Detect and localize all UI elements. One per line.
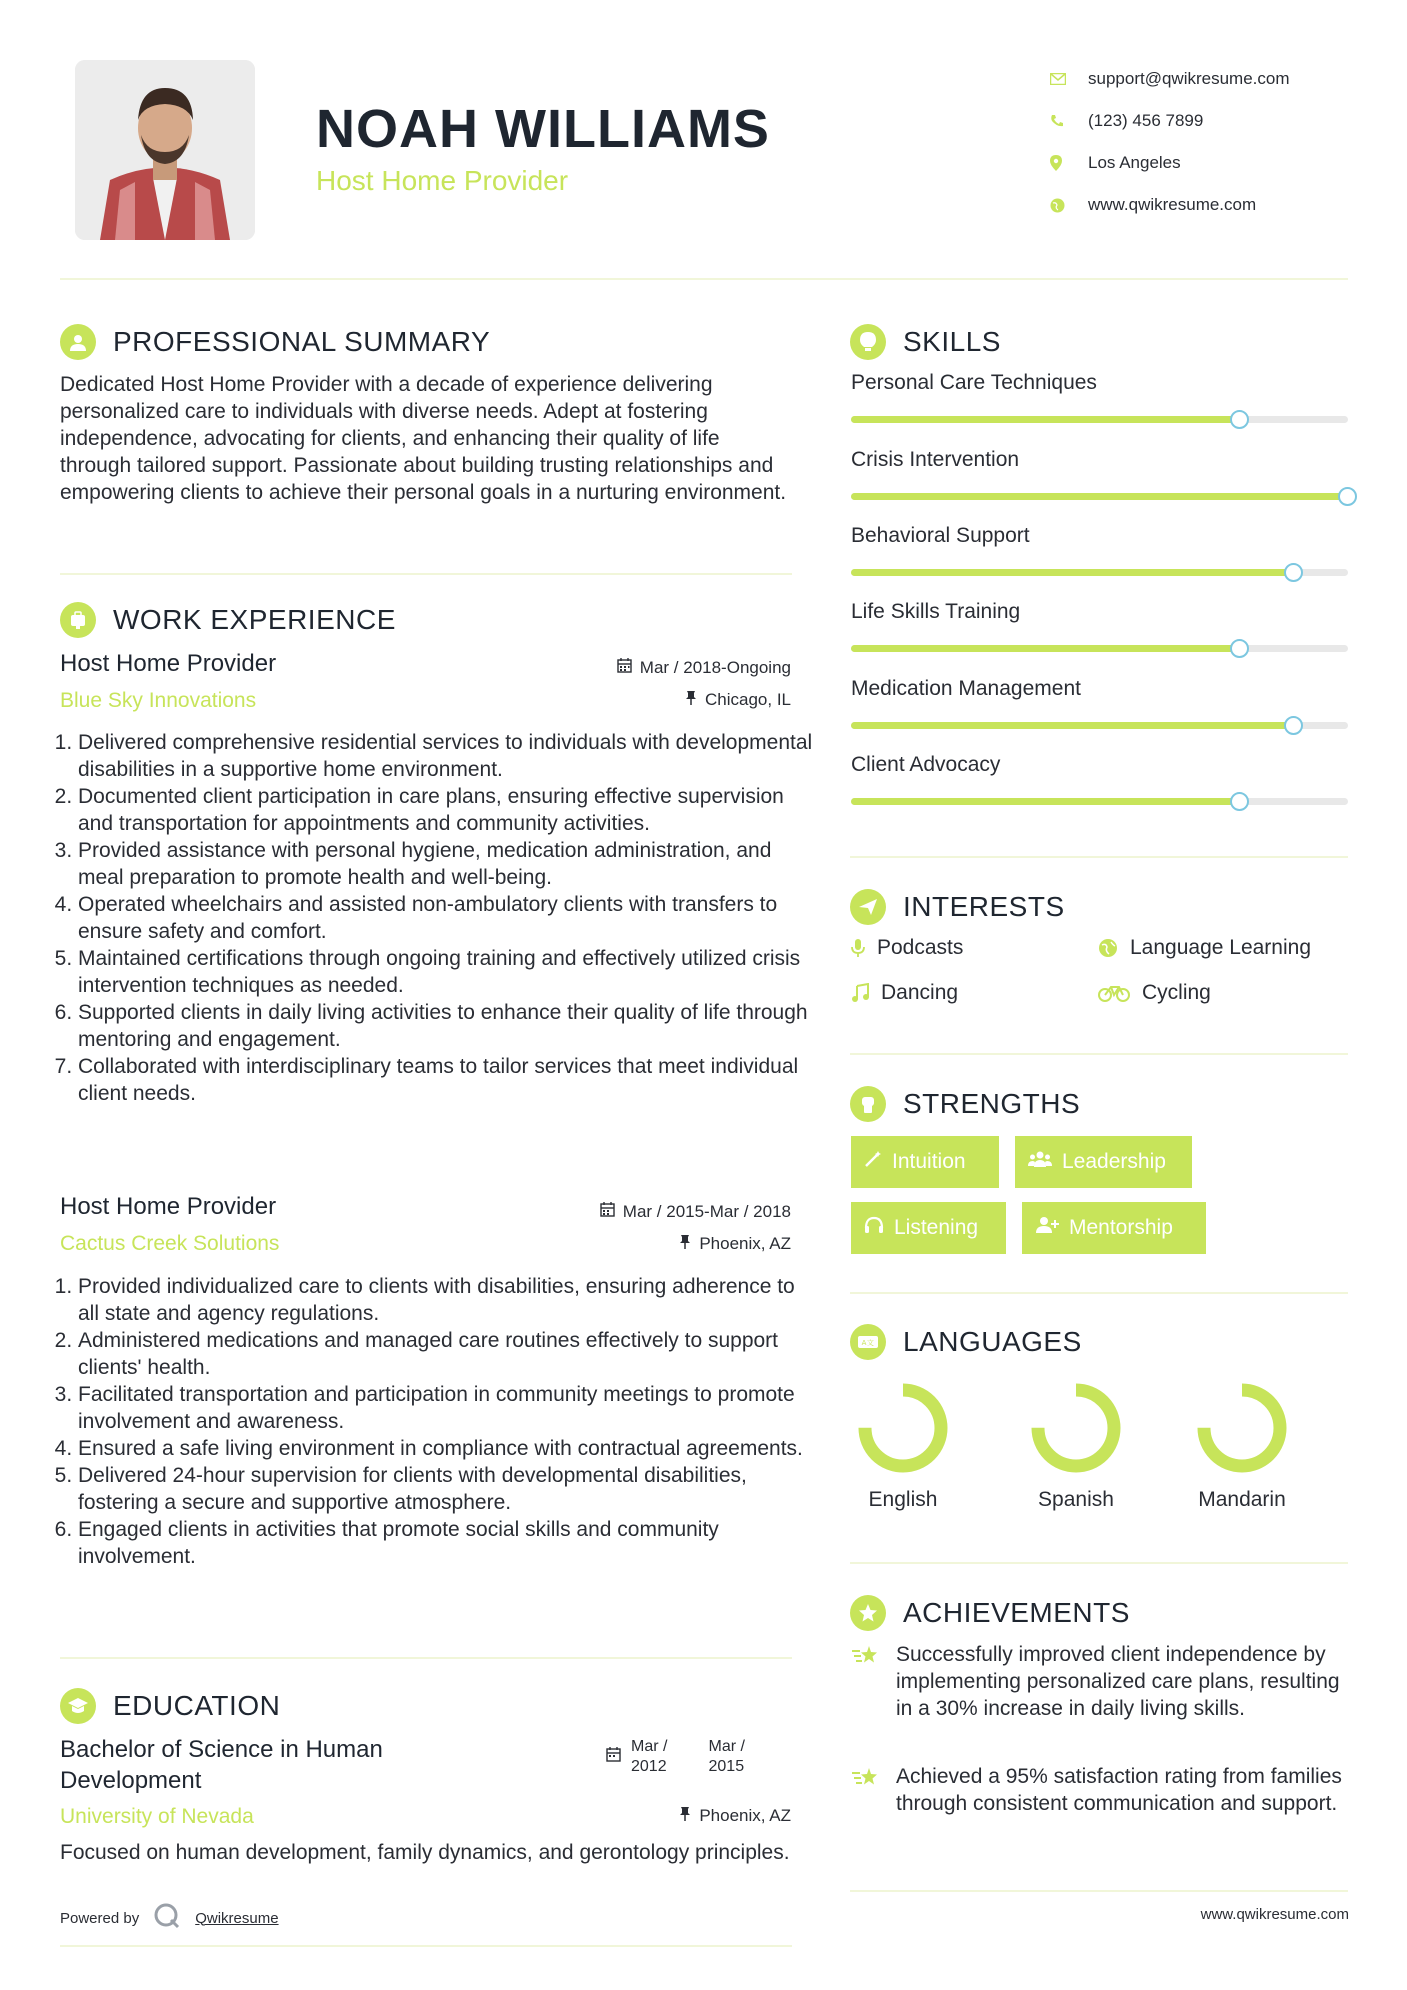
achievements-heading — [850, 1595, 1130, 1631]
job-date-text: Mar / 2018-Ongoing — [639, 658, 791, 677]
job-date-text: Mar / 2015-Mar / 2018 — [622, 1202, 791, 1221]
contact-website[interactable] — [1050, 184, 1290, 226]
pushpin-icon — [679, 1806, 691, 1826]
language-label: Mandarin — [1198, 1488, 1286, 1511]
education-end-date: Mar / 2015 — [708, 1738, 745, 1775]
achievement-text: Achieved a 95% satisfaction rating from families through consistent communication and support. — [896, 1765, 1342, 1815]
music-icon — [851, 983, 869, 1003]
headphones-icon — [864, 1216, 884, 1240]
list-item: 3. Facilitated transportation and participation in community meetings to promote involvement and awareness. — [78, 1381, 813, 1435]
language-ring-arc — [865, 1390, 941, 1466]
job-location-text: Chicago, IL — [705, 690, 791, 709]
education-start-date: Mar / 2012 — [631, 1738, 668, 1775]
footer-url[interactable]: www.qwikresume.com — [1200, 1906, 1349, 1923]
bicycle-icon — [1098, 984, 1130, 1002]
svg-text:A文: A文 — [861, 1339, 875, 1347]
skills-heading — [850, 324, 1001, 360]
strength-tag — [851, 1136, 999, 1188]
list-item: 2. Documented client participation in care plans, ensuring effective supervision and transportation for appointments and community activities. — [78, 783, 813, 837]
job-date — [400, 658, 791, 678]
language-ring — [1026, 1378, 1126, 1478]
skill-bar — [851, 493, 1348, 500]
skill-bar-knob — [1284, 716, 1303, 735]
language-label: Spanish — [1038, 1488, 1114, 1511]
skill-bar — [851, 569, 1348, 576]
summary-heading — [60, 324, 490, 360]
skill-bar-fill — [851, 493, 1348, 500]
website-text[interactable]: www.qwikresume.com — [1088, 195, 1257, 214]
skill-bar-fill — [851, 722, 1293, 729]
profile-photo — [75, 60, 255, 240]
globe-icon — [1050, 198, 1088, 213]
education-heading-text: EDUCATION — [113, 1690, 281, 1721]
envelope-icon — [1050, 73, 1088, 85]
skill-label: Personal Care Techniques — [851, 371, 1097, 394]
job-title: Host Home Provider — [60, 650, 277, 677]
job-date — [400, 1202, 791, 1222]
job-location — [400, 1234, 791, 1254]
education-divider — [60, 1945, 792, 1947]
raised-fist-icon — [850, 1086, 886, 1122]
skill-label: Behavioral Support — [851, 524, 1030, 547]
magic-wand-icon — [864, 1150, 882, 1174]
skills-divider — [850, 856, 1348, 858]
skill-bar — [851, 722, 1348, 729]
user-plus-icon — [1035, 1216, 1059, 1240]
location-text: Los Angeles — [1088, 153, 1181, 172]
company-name: Blue Sky Innovations — [60, 689, 257, 712]
skill-bar — [851, 645, 1348, 652]
language-icon — [850, 1324, 886, 1360]
contact-email[interactable] — [1050, 58, 1290, 100]
pushpin-icon — [679, 1234, 691, 1254]
powered-by — [60, 1902, 279, 1934]
skill-bar — [851, 416, 1348, 423]
list-item: 3. Provided assistance with personal hygiene, medication administration, and meal preparation to promote health and well-being. — [78, 837, 813, 891]
graduation-cap-icon — [60, 1688, 96, 1724]
language-item — [1016, 1378, 1136, 1512]
education-location-text: Phoenix, AZ — [699, 1806, 791, 1825]
languages-heading — [850, 1324, 1082, 1360]
phone-icon — [1050, 114, 1088, 128]
contact-location — [1050, 142, 1290, 184]
experience-heading-text: WORK EXPERIENCE — [113, 604, 396, 635]
contact-block — [1050, 58, 1290, 226]
skill-bar-knob — [1284, 563, 1303, 582]
skill-bar-fill — [851, 416, 1239, 423]
achievements-divider — [850, 1890, 1348, 1892]
briefcase-icon — [60, 602, 96, 638]
skill-bar-fill — [851, 798, 1239, 805]
candidate-title: Host Home Provider — [316, 165, 569, 196]
strengths-heading-text: STRENGTHS — [903, 1088, 1081, 1119]
language-ring — [1192, 1378, 1292, 1478]
achievement-item — [851, 1641, 1351, 1722]
education-date — [606, 1737, 756, 1777]
list-item: 4. Ensured a safe living environment in compliance with contractual agreements. — [78, 1435, 813, 1462]
pushpin-icon — [685, 690, 697, 710]
experience-heading — [60, 602, 396, 638]
skill-label: Crisis Intervention — [851, 448, 1020, 471]
interest-item — [1098, 981, 1211, 1005]
interest-label: Language Learning — [1130, 936, 1312, 959]
paper-plane-icon — [850, 889, 886, 925]
interest-label: Podcasts — [877, 936, 964, 959]
job-location — [400, 690, 791, 710]
language-ring-arc — [1038, 1390, 1114, 1466]
microphone-icon — [851, 938, 865, 958]
interest-label: Dancing — [881, 981, 959, 1004]
skill-bar — [851, 798, 1348, 805]
map-pin-icon — [1050, 155, 1088, 171]
education-description: Focused on human development, family dynamics, and gerontology principles. — [60, 1841, 790, 1864]
skill-bar-fill — [851, 569, 1293, 576]
job-bullets — [58, 729, 813, 1107]
strength-label: Listening — [894, 1216, 979, 1239]
job-bullets — [58, 1273, 813, 1570]
degree-title: Bachelor of Science in Human Development — [60, 1736, 383, 1794]
list-item: 6. Engaged clients in activities that promote social skills and community involvement. — [78, 1516, 813, 1570]
language-ring-arc — [1204, 1390, 1280, 1466]
language-ring — [853, 1378, 953, 1478]
interest-item — [1098, 936, 1311, 960]
job-title: Host Home Provider — [60, 1193, 277, 1220]
brand-link[interactable]: Qwikresume — [195, 1909, 279, 1927]
globe-icon — [1098, 938, 1118, 958]
calendar-icon — [600, 1202, 615, 1222]
school-name: University of Nevada — [60, 1805, 254, 1828]
contact-phone — [1050, 100, 1290, 142]
summary-text: Dedicated Host Home Provider with a decade of experience delivering personalized care to individuals with diverse needs. Adept at fostering independence, advocating for clients, and enhancing their quality of life through tailored support. Passionate about building trusting relationships and empowering clients to achieve their personal goals in a nurturing environment. — [60, 373, 787, 504]
qwikresume-logo-icon — [153, 1902, 181, 1934]
job-location-text: Phoenix, AZ — [699, 1234, 791, 1253]
interests-divider — [850, 1053, 1348, 1055]
education-location — [400, 1806, 791, 1826]
skill-bar-knob — [1338, 487, 1357, 506]
shooting-star-icon — [851, 1641, 896, 1722]
language-item — [843, 1378, 963, 1512]
strength-tag — [1015, 1136, 1192, 1188]
list-item: 7. Collaborated with interdisciplinary teams to tailor services that meet individual client needs. — [78, 1053, 813, 1107]
strengths-heading — [850, 1086, 1080, 1122]
skill-bar-knob — [1230, 639, 1249, 658]
summary-heading-text: PROFESSIONAL SUMMARY — [113, 326, 491, 357]
education-heading — [60, 1688, 280, 1724]
list-item: 4. Operated wheelchairs and assisted non-ambulatory clients with transfers to ensure safety and comfort. — [78, 891, 813, 945]
achievements-heading-text: ACHIEVEMENTS — [903, 1597, 1130, 1628]
interest-label: Cycling — [1142, 981, 1211, 1004]
strength-label: Mentorship — [1069, 1216, 1173, 1239]
header-divider — [60, 278, 1348, 280]
phone-text: (123) 456 7899 — [1088, 111, 1204, 130]
list-item: 1. Provided individualized care to clients with disabilities, ensuring adherence to all state and agency regulations. — [78, 1273, 813, 1327]
skill-bar-knob — [1230, 410, 1249, 429]
skill-bar-fill — [851, 645, 1239, 652]
list-item: 5. Maintained certifications through ongoing training and effectively utilized crisis intervention techniques as needed. — [78, 945, 813, 999]
strength-label: Leadership — [1062, 1150, 1166, 1173]
language-label: English — [868, 1488, 938, 1511]
summary-divider — [60, 573, 792, 575]
strength-tag — [1022, 1202, 1206, 1254]
interest-item — [851, 981, 958, 1005]
skills-heading-text: SKILLS — [903, 326, 1001, 357]
list-item: 6. Supported clients in daily living activities to enhance their quality of life through mentoring and engagement. — [78, 999, 813, 1053]
candidate-name: NOAH WILLIAMS — [316, 99, 770, 159]
languages-heading-text: LANGUAGES — [903, 1326, 1082, 1357]
languages-divider — [850, 1562, 1348, 1564]
skill-label: Medication Management — [851, 677, 1081, 700]
interests-heading-text: INTERESTS — [903, 891, 1065, 922]
users-icon — [1028, 1150, 1052, 1174]
calendar-icon — [606, 1747, 621, 1768]
skill-label: Client Advocacy — [851, 753, 1001, 776]
achievement-text: Successfully improved client independence by implementing personalized care plans, resulting in a 30% increase in daily living skills. — [896, 1643, 1340, 1720]
lightbulb-icon — [850, 324, 886, 360]
list-item: 2. Administered medications and managed care routines effectively to support clients' health. — [78, 1327, 813, 1381]
achievement-item — [851, 1763, 1351, 1817]
interest-item — [851, 936, 963, 960]
skill-label: Life Skills Training — [851, 600, 1021, 623]
list-item: 5. Delivered 24-hour supervision for clients with developmental disabilities, fostering a secure and supportive atmosphere. — [78, 1462, 813, 1516]
strength-label: Intuition — [892, 1150, 966, 1173]
email-text[interactable]: support@qwikresume.com — [1088, 69, 1290, 88]
shooting-star-icon — [851, 1763, 896, 1817]
user-icon — [60, 324, 96, 360]
list-item: 1. Delivered comprehensive residential services to individuals with developmental disabilities in a supportive home environment. — [78, 729, 813, 783]
strengths-divider — [850, 1292, 1348, 1294]
star-badge-icon — [850, 1595, 886, 1631]
experience-divider — [60, 1657, 792, 1659]
calendar-icon — [617, 658, 632, 678]
strength-tag — [851, 1202, 1006, 1254]
company-name: Cactus Creek Solutions — [60, 1232, 280, 1255]
skill-bar-knob — [1230, 792, 1249, 811]
powered-by-text: Powered by — [60, 1909, 140, 1927]
language-item — [1182, 1378, 1302, 1512]
interests-heading — [850, 889, 1065, 925]
